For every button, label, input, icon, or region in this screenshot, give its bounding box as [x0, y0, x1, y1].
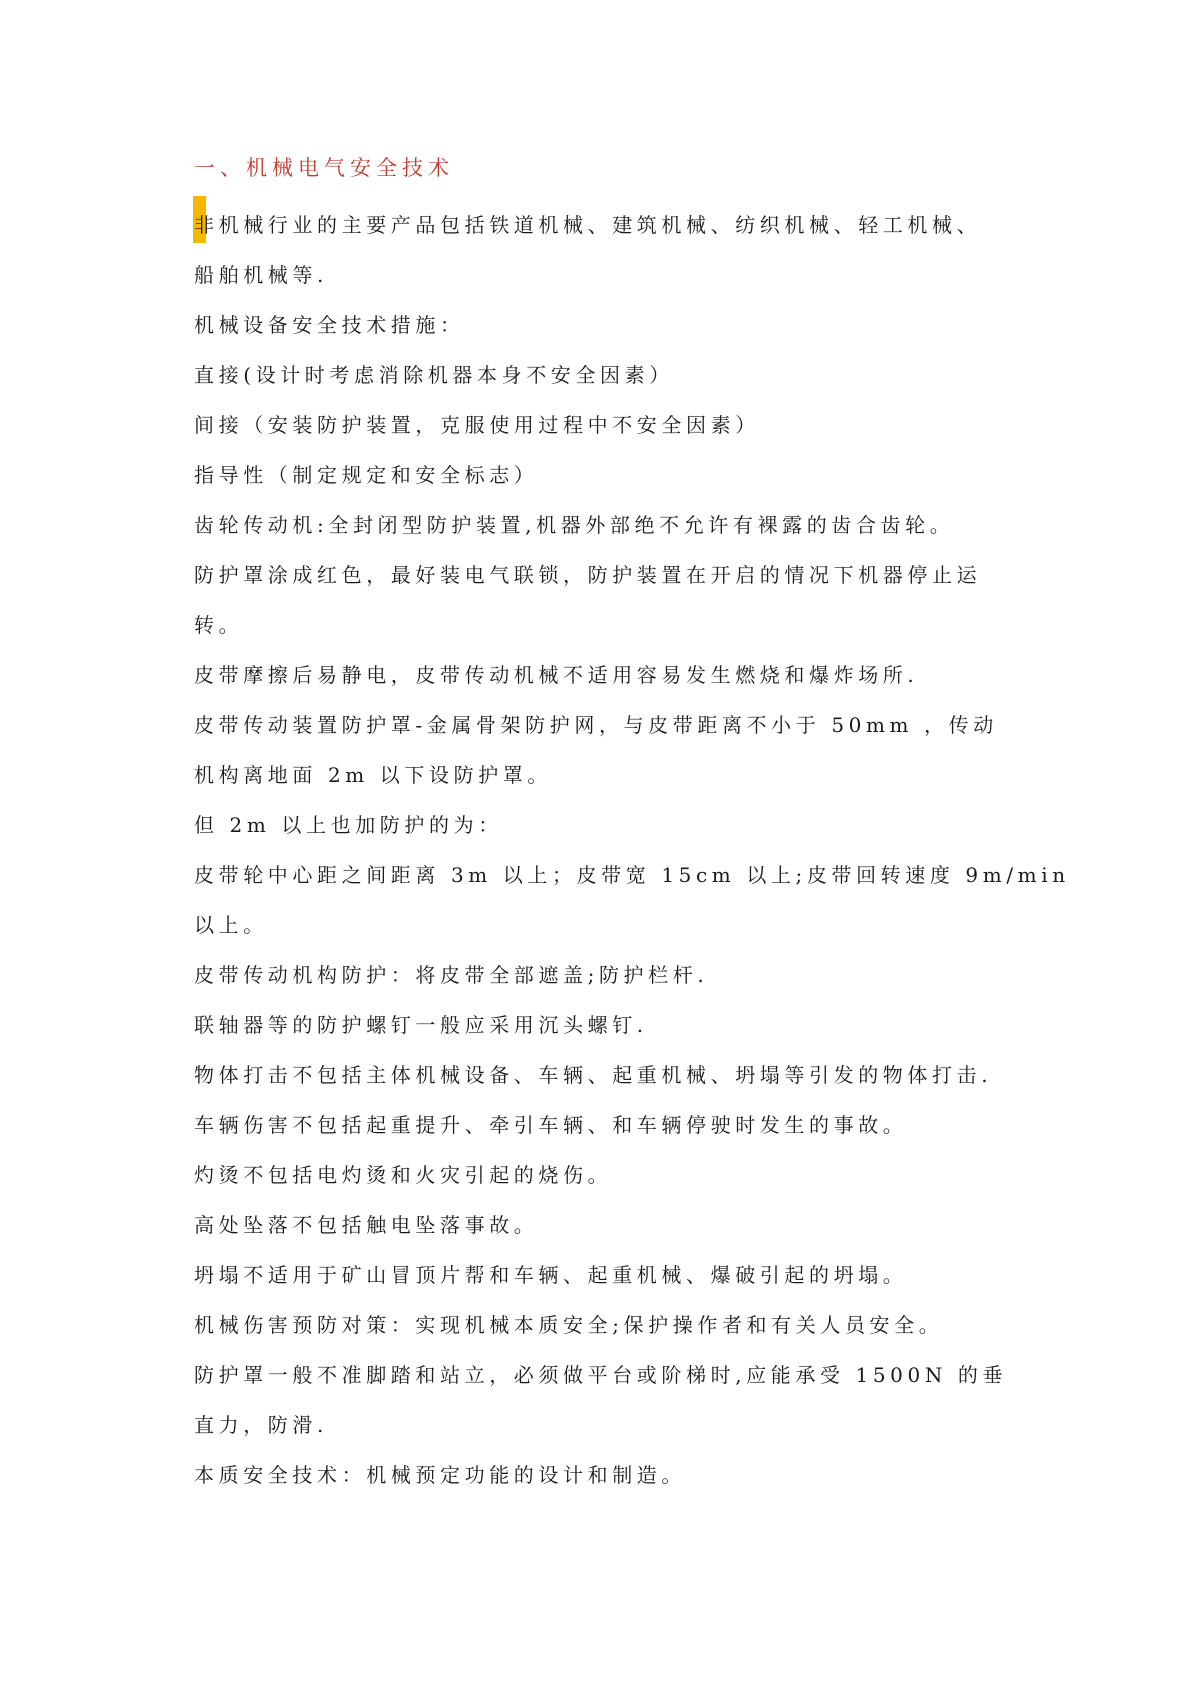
- text-line: 齿轮传动机:全封闭型防护装置,机器外部绝不允许有裸露的齿合齿轮。: [194, 513, 955, 537]
- text-line: 机械伤害预防对策：实现机械本质安全;保护操作者和有关人员安全。: [194, 1313, 944, 1337]
- text-line: 灼烫不包括电灼烫和火灾引起的烧伤。: [194, 1163, 613, 1187]
- text-line: 非机械行业的主要产品包括铁道机械、建筑机械、纺织机械、轻工机械、: [194, 213, 982, 237]
- text-line: 直接(设计时考虑消除机器本身不安全因素）: [194, 363, 674, 387]
- text-line: 高处坠落不包括触电坠落事故。: [194, 1213, 539, 1237]
- text-line: 皮带轮中心距之间距离 3m 以上；皮带宽 15cm 以上;皮带回转速度 9m/min: [194, 863, 1070, 887]
- text-line: 物体打击不包括主体机械设备、车辆、起重机械、坍塌等引发的物体打击.: [194, 1063, 993, 1087]
- text-line: 转。: [194, 613, 244, 637]
- text-line: 防护罩一般不准脚踏和站立，必须做平台或阶梯时,应能承受 1500N 的垂: [194, 1363, 1008, 1387]
- text-line: 直力，防滑.: [194, 1413, 328, 1437]
- text-line: 机构离地面 2m 以下设防护罩。: [194, 763, 553, 787]
- text-line: 车辆伤害不包括起重提升、牵引车辆、和车辆停驶时发生的事故。: [194, 1113, 908, 1137]
- text-line: 坍塌不适用于矿山冒顶片帮和车辆、起重机械、爆破引起的坍塌。: [194, 1263, 908, 1287]
- text-line: 船舶机械等.: [194, 263, 328, 287]
- text-line: 机械设备安全技术措施：: [194, 313, 465, 337]
- text-line: 皮带摩擦后易静电，皮带传动机械不适用容易发生燃烧和爆炸场所.: [194, 663, 919, 687]
- text-line: 联轴器等的防护螺钉一般应采用沉头螺钉.: [194, 1013, 648, 1037]
- text-line: 以上。: [194, 913, 268, 937]
- text-line: 皮带传动机构防护：将皮带全部遮盖;防护栏杆.: [194, 963, 709, 987]
- text-line: 指导性（制定规定和安全标志）: [194, 463, 539, 487]
- section-heading: 一、机械电气安全技术: [194, 156, 454, 180]
- text-line: 防护罩涂成红色，最好装电气联锁，防护装置在开启的情况下机器停止运: [194, 563, 982, 587]
- text-line: 本质安全技术：机械预定功能的设计和制造。: [194, 1463, 686, 1487]
- text-line: 但 2m 以上也加防护的为：: [194, 813, 503, 837]
- text-line: 皮带传动装置防护罩-金属骨架防护网，与皮带距离不小于 50mm ，传动: [194, 713, 998, 737]
- text-line: 间接（安装防护装置，克服使用过程中不安全因素）: [194, 413, 760, 437]
